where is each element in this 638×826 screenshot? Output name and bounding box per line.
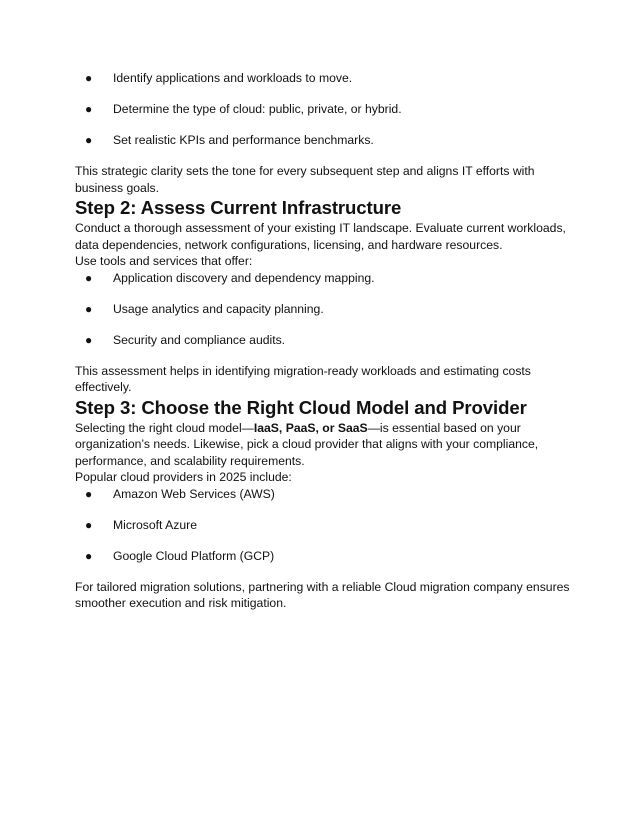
list-item-text: Identify applications and workloads to move. [113,71,353,85]
strategic-clarity-paragraph: This strategic clarity sets the tone for every subsequent step and aligns IT efforts with business goals. [75,164,535,195]
list-item-text: Usage analytics and capacity planning. [113,301,324,316]
list-item-text: Application discovery and dependency mapping. [113,270,375,285]
step3-model-paragraph [75,420,575,470]
list-item-text: Determine the type of cloud: public, private, or hybrid. [113,102,402,116]
list-item [75,70,575,86]
step3-providers-list [75,486,575,564]
step3-model-text-end: —is essential based on your organization’s needs. Likewise, pick a cloud provider that aligns with your compliance, performance, and scalability requirements. [75,420,539,468]
list-item-text: Microsoft Azure [113,517,197,532]
step3-summary-paragraph: For tailored migration solutions, partnering with a reliable Cloud migration company ensures smoother execution and risk mitigation. [75,579,570,610]
bullet-icon: ● [85,270,93,285]
step2-heading: Step 2: Assess Current Infrastructure [75,197,402,218]
list-item [75,548,575,564]
step3-providers-paragraph: Popular cloud providers in 2025 include: [75,470,292,484]
list-item [75,301,575,317]
list-item-text: Google Cloud Platform (GCP) [113,548,275,563]
list-item [75,517,575,533]
document-content [75,70,575,612]
list-item-text: Amazon Web Services (AWS) [113,486,275,501]
step3-heading: Step 3: Choose the Right Cloud Model and Provider [75,396,527,418]
step2-assessment-paragraph: Conduct a thorough assessment of your existing IT landscape. Evaluate current workloads, data dependencies, network configurations, licensing, and hardware resources. [75,221,566,252]
bullet-icon: ● [85,332,93,347]
bullet-icon: ● [85,517,93,532]
list-item [75,486,575,502]
bullet-icon: ● [85,548,93,563]
step3-model-text-start: Selecting the right cloud model— [75,420,254,435]
step2-tools-paragraph: Use tools and services that offer: [75,254,253,268]
bullet-icon: ● [85,71,93,85]
list-item [75,101,575,117]
bullet-icon: ● [85,301,93,316]
step3-model-types: IaaS, PaaS, or SaaS [253,420,368,435]
bullet-icon: ● [85,102,93,116]
step2-summary-paragraph: This assessment helps in identifying migration-ready workloads and estimating costs effectively. [75,363,531,394]
list-item [75,132,575,148]
list-item [75,270,575,286]
bullet-icon: ● [85,486,93,501]
step2-tools-list [75,270,575,348]
bullet-icon: ● [85,133,93,147]
goals-list [75,70,575,148]
list-item [75,332,575,348]
list-item-text: Set realistic KPIs and performance benchmarks. [113,133,374,147]
list-item-text: Security and compliance audits. [113,332,286,347]
